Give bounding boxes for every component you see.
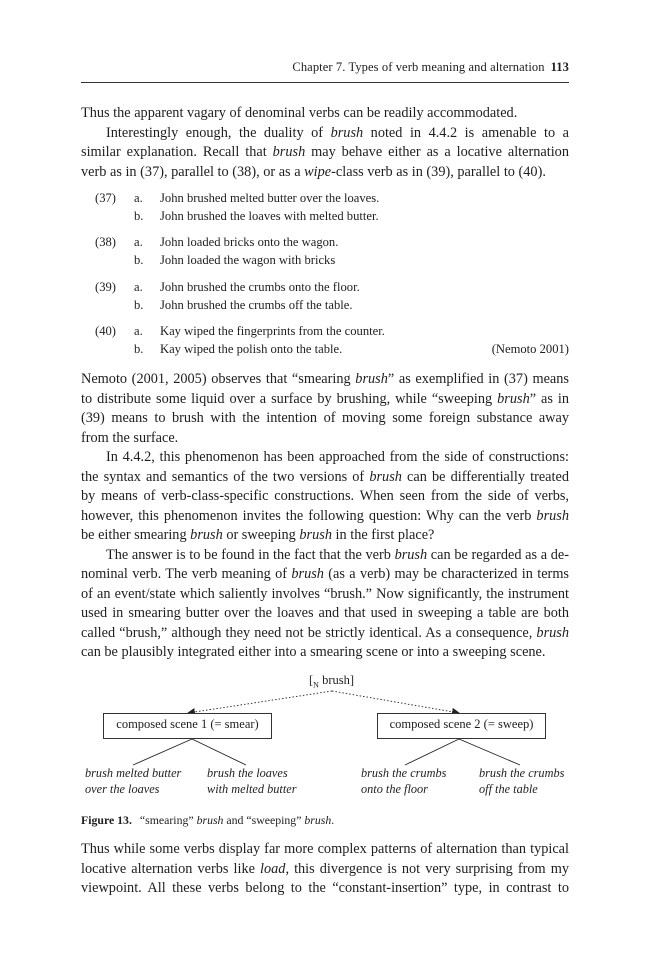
example-number: (39) — [95, 280, 116, 294]
text-line: viewpoint. All these verbs belong to the “constant-insertion” type, in contrast to — [81, 880, 569, 896]
text-line: used in smearing butter over the loaves and that used in sweeping a table are both — [81, 605, 569, 621]
text-line: Thus while some verbs display far more complex patterns of alternation than typical — [81, 841, 569, 857]
text-line: be either smearing brush or sweeping brush in the first place? — [81, 527, 435, 543]
example-number: (38) — [95, 235, 116, 249]
text-line: Interestingly enough, the duality of brush noted in 4.4.2 is amenable to a — [106, 124, 569, 141]
text-line: In 4.4.2, this phenomenon has been approached from the side of constructions: — [106, 449, 569, 465]
chapter-title: Chapter 7. Types of verb meaning and alternation — [292, 60, 545, 74]
noun-brush-node: [$_N$ brush] — [309, 673, 355, 690]
tree-branch — [405, 739, 459, 765]
example-line-b: b. John loaded the wagon with bricks — [134, 253, 336, 267]
text-line: of an event/state which saliently involves “brush.” Now significantly, the instrument — [81, 585, 569, 602]
text-line: locative alternation verbs like load, this divergence is not very surprising from my — [81, 860, 570, 877]
text-line: Thus the apparent vagary of denominal verbs can be readily accommodated. — [81, 105, 518, 121]
example-number: (37) — [95, 191, 116, 205]
scene-1-box: composed scene 1 (= smear) — [103, 713, 272, 739]
tree-branch — [459, 739, 520, 765]
text-line: similar explanation. Recall that brush may behave either as a locative alternation — [81, 144, 569, 160]
text-line: however, this phenomenon invites the following question: Why can the verb brush — [81, 507, 569, 524]
text-line: can be plausibly integrated either into a smearing scene or into a sweeping scene. — [81, 644, 546, 660]
leaf-sweep-2: brush the crumbs off the table — [479, 766, 565, 796]
example-line-b: b. Kay wiped the polish onto the table. — [134, 342, 343, 356]
example-line-b: b. John brushed the loaves with melted butter. — [134, 209, 379, 223]
text-line: The answer is to be found in the fact that the verb brush can be regarded as a de- — [106, 546, 569, 563]
dotted-arrow-right — [332, 691, 459, 713]
text-line: by means of verb-class-specific constructions. When seen from the side of verbs, — [81, 488, 569, 504]
scene-2-box: composed scene 2 (= sweep) — [377, 713, 546, 739]
example-line-a: a. Kay wiped the fingerprints from the counter. — [134, 324, 385, 338]
paragraph-6 — [81, 840, 569, 899]
text-line: verb as in (37), parallel to (38), or as a wipe-class verb as in (39), parallel to (40). — [81, 163, 546, 180]
text-line: to distribute some liquid over a surface by brushing, while “sweeping brush” as in — [81, 390, 569, 407]
example-line-b: b. John brushed the crumbs off the table. — [134, 298, 353, 312]
tree-branch — [133, 739, 192, 765]
example-line-a: a. John loaded bricks onto the wagon. — [134, 235, 339, 249]
leaf-smear-2: brush the loaves with melted butter — [207, 766, 297, 796]
tree-branch — [192, 739, 246, 765]
example-line-a: a. John brushed the crumbs onto the floor. — [134, 280, 360, 294]
text-line: (39) means to brush with the intention of moving some foreign substance away — [81, 410, 569, 426]
text-line: nominal verb. The verb meaning of brush (as a verb) may be characterized in terms — [81, 566, 570, 582]
leaf-smear-1: brush melted butter over the loaves — [85, 766, 182, 796]
dotted-arrow-left — [188, 691, 332, 713]
text-line: the syntax and semantics of the two versions of brush can be differentially treated — [81, 468, 569, 485]
text-line: called “brush,” although they need not be strictly identical. As a consequence, brush — [81, 624, 569, 641]
text-line: from the surface. — [81, 429, 179, 446]
figure-caption: Figure 13. “smearing” brush and “sweeping” brush. — [81, 813, 335, 827]
example-source: (Nemoto 2001) — [491, 342, 569, 356]
leaf-sweep-1: brush the crumbs onto the floor — [361, 766, 447, 796]
example-line-a: a. John brushed melted butter over the loaves. — [134, 191, 380, 205]
example-number: (40) — [95, 324, 116, 338]
page-number: 113 — [550, 60, 569, 74]
text-line: Nemoto (2001, 2005) observes that “smearing brush” as exemplified in (37) means — [81, 371, 569, 387]
